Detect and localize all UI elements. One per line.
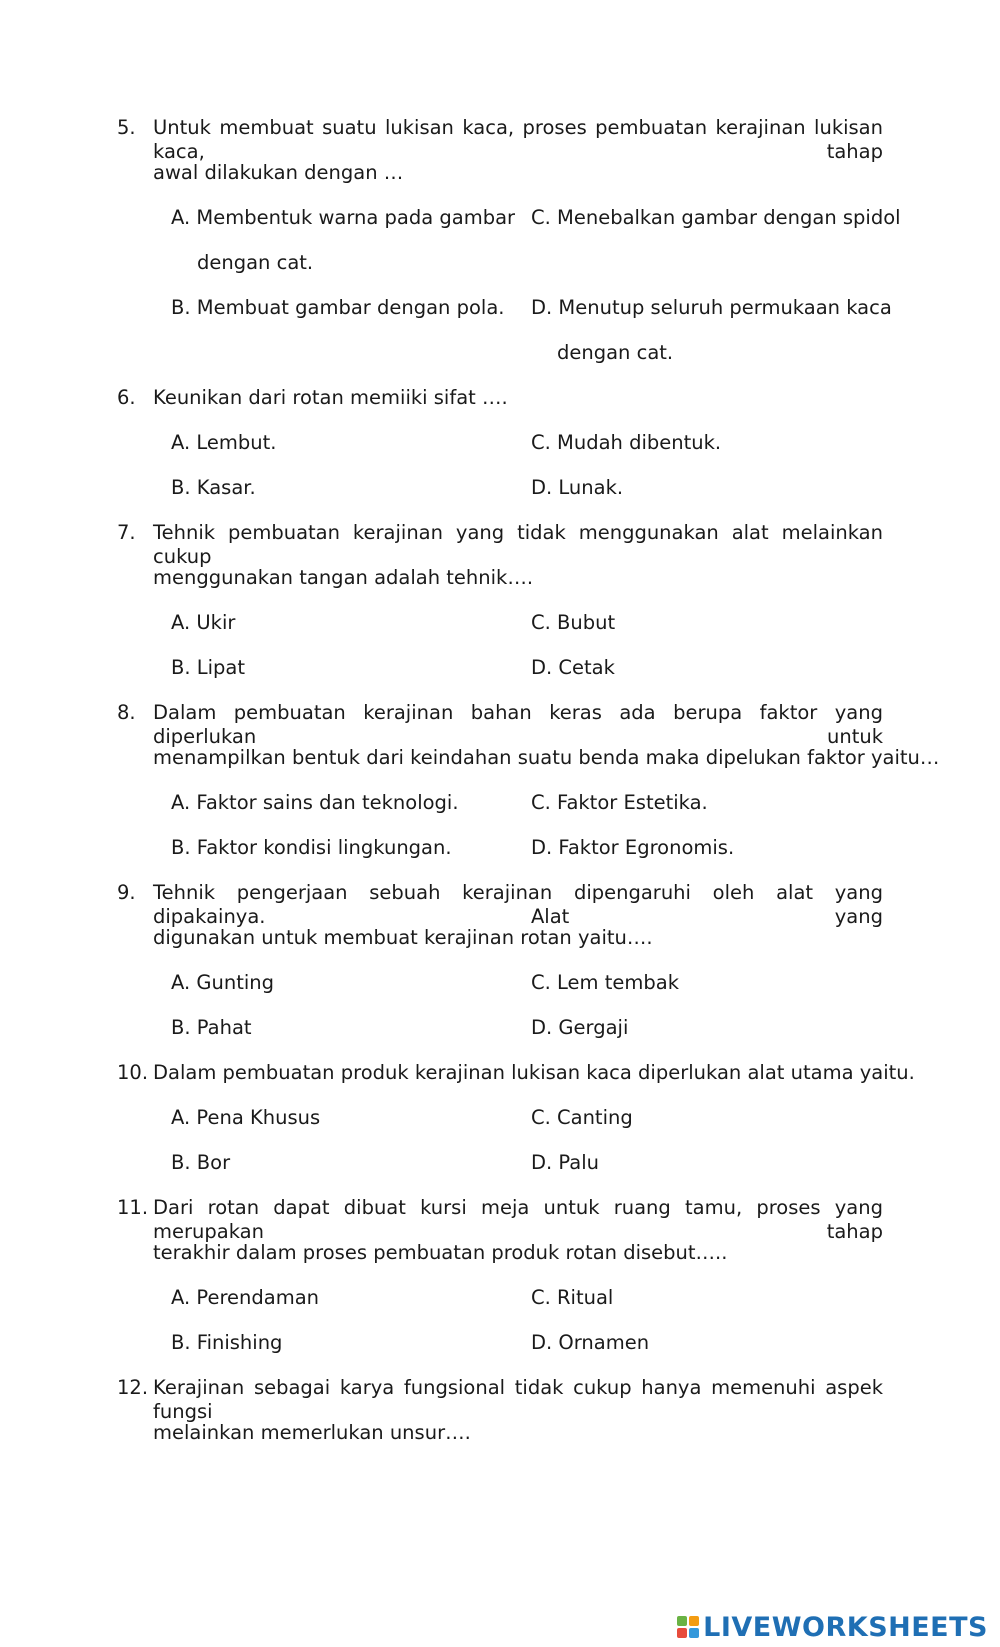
question-11-text-line-1: Dari rotan dapat dibuat kursi meja untuk ruang tamu, proses yang merupakan tahap	[153, 1196, 883, 1243]
logo-tile-orange	[689, 1616, 699, 1626]
liveworksheets-logo-icon	[677, 1616, 699, 1638]
question-9-option-b[interactable]: B. Pahat	[171, 1016, 252, 1039]
question-9-option-a[interactable]: A. Gunting	[171, 971, 275, 994]
question-8-option-a[interactable]: A. Faktor sains dan teknologi.	[171, 791, 459, 814]
question-5-option-c[interactable]: C. Menebalkan gambar dengan spidol	[531, 206, 901, 229]
question-6-number: 6.	[117, 386, 136, 409]
logo-tile-green	[677, 1616, 687, 1626]
question-8-number: 8.	[117, 701, 136, 724]
question-5-option-d[interactable]: D. Menutup seluruh permukaan kaca	[531, 296, 892, 319]
question-6-text-line-1: Keunikan dari rotan memiiki sifat ….	[153, 386, 508, 409]
question-7-text-line-2: menggunakan tangan adalah tehnik….	[153, 566, 534, 589]
question-9-number: 9.	[117, 881, 136, 904]
question-6-option-a[interactable]: A. Lembut.	[171, 431, 277, 454]
question-5-option-a[interactable]: A. Membentuk warna pada gambar	[171, 206, 516, 229]
question-11-option-b[interactable]: B. Finishing	[171, 1331, 283, 1354]
question-10-option-b[interactable]: B. Bor	[171, 1151, 231, 1174]
question-7-number: 7.	[117, 521, 136, 544]
question-8-text-line-2: menampilkan bentuk dari keindahan suatu benda maka dipelukan faktor yaitu…	[153, 746, 940, 769]
question-11-option-c[interactable]: C. Ritual	[531, 1286, 614, 1309]
question-7-option-a[interactable]: A. Ukir	[171, 611, 236, 634]
question-11-number: 11.	[117, 1196, 149, 1219]
question-9-option-c[interactable]: C. Lem tembak	[531, 971, 679, 994]
question-11-option-a[interactable]: A. Perendaman	[171, 1286, 320, 1309]
question-9-text-line-1: Tehnik pengerjaan sebuah kerajinan dipengaruhi oleh alat yang dipakainya. Alat yang	[153, 881, 883, 928]
question-12-number: 12.	[117, 1376, 149, 1399]
question-7-text-line-1: Tehnik pembuatan kerajinan yang tidak menggunakan alat melainkan cukup	[153, 521, 883, 568]
logo-text: LIVEWORKSHEETS	[703, 1611, 988, 1643]
logo-tile-red	[677, 1628, 687, 1638]
question-11-text-line-2: terakhir dalam proses pembuatan produk rotan disebut…..	[153, 1241, 728, 1264]
question-10-option-c[interactable]: C. Canting	[531, 1106, 633, 1129]
question-8-option-d[interactable]: D. Faktor Egronomis.	[531, 836, 735, 859]
question-12-text-line-1: Kerajinan sebagai karya fungsional tidak cukup hanya memenuhi aspek fungsi	[153, 1376, 883, 1423]
question-5-number: 5.	[117, 116, 136, 139]
question-7-option-d[interactable]: D. Cetak	[531, 656, 615, 679]
question-10-option-a[interactable]: A. Pena Khusus	[171, 1106, 321, 1129]
question-11-option-d[interactable]: D. Ornamen	[531, 1331, 650, 1354]
question-5-option-a-continued: dengan cat.	[197, 251, 314, 274]
question-9-text-line-2: digunakan untuk membuat kerajinan rotan yaitu….	[153, 926, 653, 949]
question-5-text-line-1: Untuk membuat suatu lukisan kaca, proses pembuatan kerajinan lukisan kaca, tahap	[153, 116, 883, 163]
question-6-option-b[interactable]: B. Kasar.	[171, 476, 256, 499]
question-8-option-b[interactable]: B. Faktor kondisi lingkungan.	[171, 836, 452, 859]
question-9-option-d[interactable]: D. Gergaji	[531, 1016, 629, 1039]
question-7-option-b[interactable]: B. Lipat	[171, 656, 246, 679]
question-6-option-c[interactable]: C. Mudah dibentuk.	[531, 431, 722, 454]
question-6-option-d[interactable]: D. Lunak.	[531, 476, 624, 499]
question-10-text-line-1: Dalam pembuatan produk kerajinan lukisan kaca diperlukan alat utama yaitu.	[153, 1061, 915, 1084]
question-7-option-c[interactable]: C. Bubut	[531, 611, 616, 634]
question-12-text-line-2: melainkan memerlukan unsur….	[153, 1421, 471, 1444]
logo-tile-blue	[689, 1628, 699, 1638]
question-8-option-c[interactable]: C. Faktor Estetika.	[531, 791, 708, 814]
question-5-option-b[interactable]: B. Membuat gambar dengan pola.	[171, 296, 505, 319]
liveworksheets-logo	[677, 1610, 988, 1644]
question-5-text-line-2: awal dilakukan dengan …	[153, 161, 404, 184]
question-8-text-line-1: Dalam pembuatan kerajinan bahan keras ada berupa faktor yang diperlukan untuk	[153, 701, 883, 748]
question-10-option-d[interactable]: D. Palu	[531, 1151, 600, 1174]
question-5-option-d-continued: dengan cat.	[557, 341, 674, 364]
question-10-number: 10.	[117, 1061, 149, 1084]
